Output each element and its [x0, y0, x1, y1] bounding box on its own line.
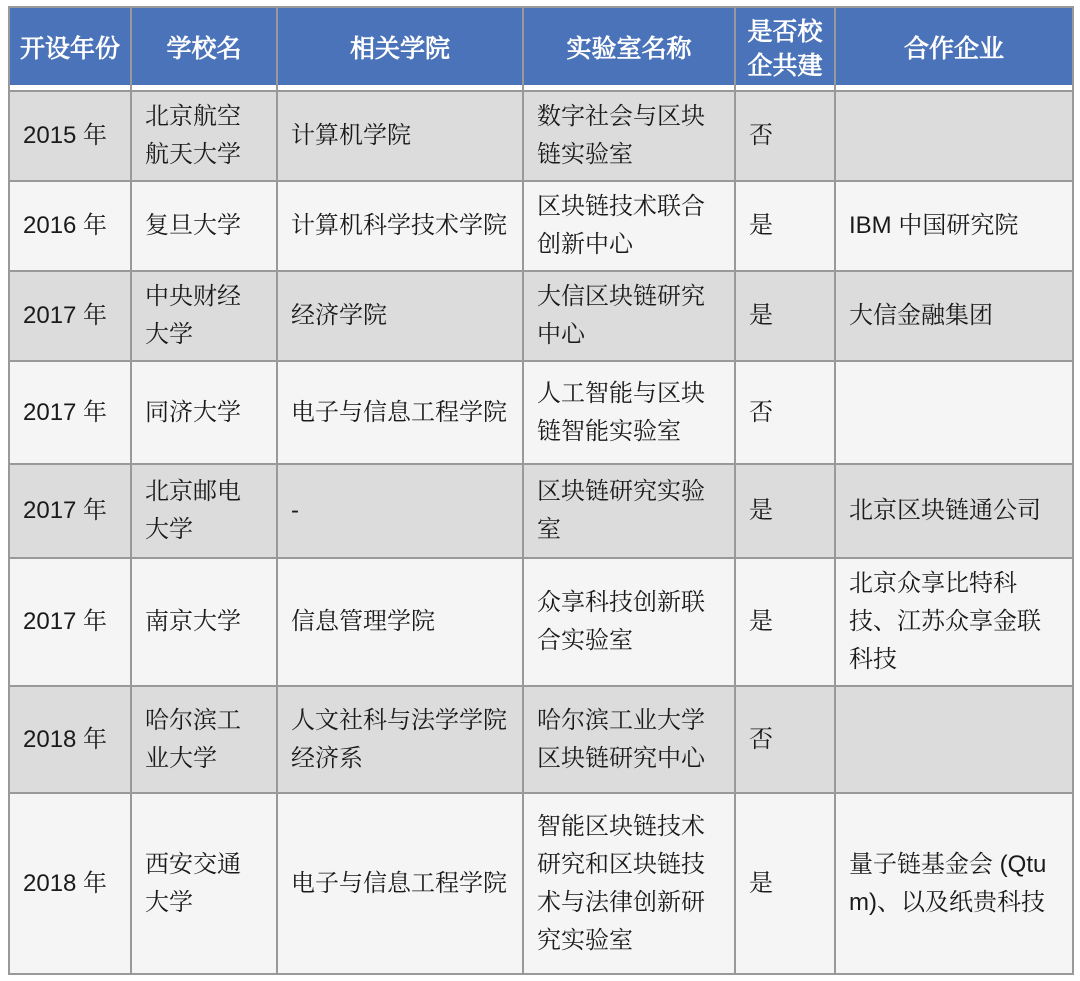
cell-college: 信息管理学院	[277, 558, 523, 686]
table-row	[9, 181, 1073, 271]
cell-school: 南京大学	[131, 558, 277, 686]
col-header-year: 开设年份	[9, 7, 131, 91]
cell-college: 人文社科与法学学院经济系	[277, 686, 523, 793]
col-header-lab: 实验室名称	[523, 7, 735, 91]
cell-college: 计算机科学技术学院	[277, 181, 523, 271]
cell-year: 2017 年	[9, 271, 131, 361]
cell-partner	[835, 361, 1073, 464]
cell-lab: 数字社会与区块链实验室	[523, 91, 735, 181]
cell-year: 2015 年	[9, 91, 131, 181]
cell-school: 西安交通大学	[131, 793, 277, 974]
cell-lab: 区块链技术联合创新中心	[523, 181, 735, 271]
cell-school: 复旦大学	[131, 181, 277, 271]
cell-college: 电子与信息工程学院	[277, 361, 523, 464]
cell-year: 2018 年	[9, 686, 131, 793]
table-row	[9, 558, 1073, 686]
cell-lab: 哈尔滨工业大学区块链研究中心	[523, 686, 735, 793]
cell-co-built: 是	[735, 793, 835, 974]
table-row	[9, 271, 1073, 361]
col-header-partner: 合作企业	[835, 7, 1073, 91]
cell-co-built: 是	[735, 181, 835, 271]
cell-co-built: 是	[735, 464, 835, 558]
cell-lab: 智能区块链技术研究和区块链技术与法律创新研究实验室	[523, 793, 735, 974]
table-row	[9, 91, 1073, 181]
cell-school: 北京航空航天大学	[131, 91, 277, 181]
col-header-co-built: 是否校企共建	[735, 7, 835, 91]
cell-partner: 北京区块链通公司	[835, 464, 1073, 558]
cell-school: 中央财经大学	[131, 271, 277, 361]
cell-partner: 大信金融集团	[835, 271, 1073, 361]
header-row	[9, 7, 1073, 91]
table-header	[9, 7, 1073, 91]
cell-school: 哈尔滨工业大学	[131, 686, 277, 793]
cell-co-built: 否	[735, 361, 835, 464]
cell-lab: 区块链研究实验室	[523, 464, 735, 558]
cell-school: 北京邮电大学	[131, 464, 277, 558]
cell-college: 电子与信息工程学院	[277, 793, 523, 974]
cell-year: 2018 年	[9, 793, 131, 974]
table-row	[9, 464, 1073, 558]
cell-lab: 众享科技创新联合实验室	[523, 558, 735, 686]
cell-co-built: 是	[735, 271, 835, 361]
cell-year: 2016 年	[9, 181, 131, 271]
cell-year: 2017 年	[9, 464, 131, 558]
col-header-school: 学校名	[131, 7, 277, 91]
cell-co-built: 是	[735, 558, 835, 686]
cell-college: 计算机学院	[277, 91, 523, 181]
cell-co-built: 否	[735, 91, 835, 181]
cell-partner	[835, 91, 1073, 181]
cell-partner	[835, 686, 1073, 793]
cell-lab: 大信区块链研究中心	[523, 271, 735, 361]
cell-partner: 量子链基金会 (Qtum)、以及纸贵科技	[835, 793, 1073, 974]
cell-partner: IBM 中国研究院	[835, 181, 1073, 271]
cell-college: 经济学院	[277, 271, 523, 361]
blockchain-labs-table	[8, 6, 1074, 975]
table-row	[9, 686, 1073, 793]
cell-lab: 人工智能与区块链智能实验室	[523, 361, 735, 464]
cell-co-built: 否	[735, 686, 835, 793]
cell-year: 2017 年	[9, 361, 131, 464]
cell-partner: 北京众享比特科技、江苏众享金联科技	[835, 558, 1073, 686]
table-row	[9, 793, 1073, 974]
cell-year: 2017 年	[9, 558, 131, 686]
table-row	[9, 361, 1073, 464]
cell-school: 同济大学	[131, 361, 277, 464]
cell-college: -	[277, 464, 523, 558]
col-header-college: 相关学院	[277, 7, 523, 91]
